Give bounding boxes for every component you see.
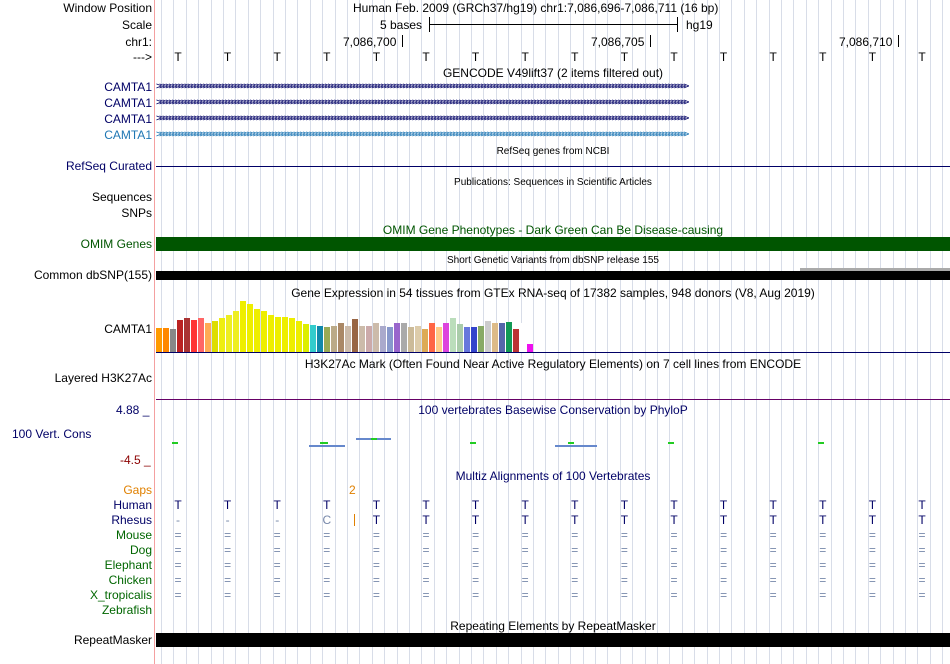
alignment-base: = (571, 528, 579, 542)
gtex-tissue-bar[interactable] (177, 320, 183, 352)
alignment-base: T (323, 498, 331, 512)
publications-label[interactable]: Sequences (91, 190, 152, 204)
gencode-track-label[interactable]: CAMTA1 (104, 112, 152, 126)
alignment-base: = (472, 558, 480, 572)
coord-label: 7,086,710 (839, 35, 893, 49)
publications-title: Publications: Sequences in Scientific Articles (454, 177, 652, 188)
alignment-base: = (422, 528, 430, 542)
alignment-base: = (720, 558, 728, 572)
alignment-base: = (521, 558, 529, 572)
alignment-base: = (918, 588, 926, 602)
gencode-transcript[interactable] (156, 80, 950, 94)
gtex-tissue-bar[interactable] (254, 309, 260, 352)
alignment-base: = (571, 573, 579, 587)
alignment-base: = (769, 573, 777, 587)
gtex-tissue-bar[interactable] (345, 326, 351, 352)
gtex-tissue-bar[interactable] (422, 329, 428, 352)
alignment-base: = (720, 573, 728, 587)
strand-arrow-label: ---> (133, 50, 152, 64)
gtex-tissue-bar[interactable] (443, 323, 449, 352)
scale-text: 5 bases (380, 18, 423, 32)
alignment-base: = (620, 543, 628, 557)
alignment-base: = (819, 543, 827, 557)
alignment-base: = (372, 588, 380, 602)
window-position-label: Window Position (63, 1, 152, 15)
alignment-base: = (868, 558, 876, 572)
gtex-tissue-bar[interactable] (401, 323, 407, 352)
base-letter: T (819, 50, 827, 64)
alignment-base: T (918, 513, 926, 527)
gtex-tissue-bar[interactable] (513, 329, 519, 352)
gtex-tissue-bar[interactable] (275, 317, 281, 352)
gtex-tissue-bar[interactable] (156, 328, 162, 352)
alignment-base: = (720, 543, 728, 557)
alignment-base: = (323, 528, 331, 542)
alignment-base: = (521, 528, 529, 542)
gtex-tissue-bar[interactable] (191, 320, 197, 352)
species-label[interactable]: Mouse (115, 528, 152, 542)
alignment-base: = (273, 543, 281, 557)
multiz-title: Multiz Alignments of 100 Vertebrates (455, 469, 651, 483)
alignment-base: - (225, 513, 230, 527)
gtex-tissue-bar[interactable] (219, 318, 225, 352)
alignment-base: T (670, 498, 678, 512)
alignment-base: = (620, 573, 628, 587)
alignment-base: = (620, 528, 628, 542)
species-label[interactable]: Human (113, 498, 152, 512)
alignment-base: = (868, 573, 876, 587)
alignment-base: = (273, 558, 281, 572)
coord-label: 7,086,700 (343, 35, 397, 49)
alignment-base: = (273, 573, 281, 587)
alignment-base: = (422, 558, 430, 572)
gencode-transcript[interactable] (156, 128, 950, 142)
alignment-base: T (521, 513, 529, 527)
alignment-base: = (670, 588, 678, 602)
coord-tick (650, 35, 651, 47)
gencode-title: GENCODE V49lift37 (2 items filtered out) (442, 66, 664, 80)
alignment-base: = (670, 558, 678, 572)
base-letter: T (769, 50, 777, 64)
gtex-tissue-bar[interactable] (338, 323, 344, 352)
omim-feature[interactable] (156, 237, 950, 251)
dbsnp-label[interactable]: Common dbSNP(155) (33, 268, 152, 282)
alignment-base: = (422, 573, 430, 587)
base-letter: T (521, 50, 529, 64)
alignment-base: = (769, 558, 777, 572)
phylop-score-mark (668, 442, 674, 444)
gtex-tissue-bar[interactable] (170, 329, 176, 352)
coord-tick (898, 35, 899, 47)
snps-label[interactable]: SNPs (121, 206, 152, 220)
alignment-base: = (224, 528, 232, 542)
gtex-tissue-bar[interactable] (198, 318, 204, 352)
alignment-base: = (868, 588, 876, 602)
alignment-base: T (471, 498, 480, 512)
gtex-tissue-bar[interactable] (352, 319, 358, 352)
alignment-base: = (819, 528, 827, 542)
phylop-label[interactable]: 100 Vert. Cons (12, 427, 92, 441)
assembly-label: hg19 (686, 18, 713, 32)
base-letter: T (918, 50, 926, 64)
alignment-base: = (422, 588, 430, 602)
dbsnp-feature-secondary[interactable] (800, 268, 950, 271)
gtex-tissue-bar[interactable] (527, 344, 533, 352)
alignment-base: = (174, 528, 182, 542)
alignment-base: = (472, 573, 480, 587)
species-label[interactable]: Rhesus (111, 513, 152, 527)
alignment-base: = (720, 588, 728, 602)
gtex-tissue-bar[interactable] (268, 315, 274, 352)
repeatmasker-title: Repeating Elements by RepeatMasker (450, 619, 656, 633)
gtex-title: Gene Expression in 54 tissues from GTEx RNA-seq of 17382 samples, 948 donors (V8, Aug 2019) (291, 286, 815, 300)
gtex-tissue-bar[interactable] (492, 323, 498, 352)
gencode-track-label[interactable]: CAMTA1 (104, 128, 152, 142)
species-label[interactable]: Elephant (104, 558, 152, 572)
gtex-tissue-bar[interactable] (387, 327, 393, 352)
scale-label: Scale (121, 18, 152, 32)
coord-label: 7,086,705 (591, 35, 645, 49)
gtex-tissue-bar[interactable] (457, 324, 463, 352)
alignment-base: = (422, 543, 430, 557)
alignment-base: = (323, 573, 331, 587)
alignment-base: T (620, 513, 629, 527)
alignment-base: - (176, 513, 180, 527)
gtex-tissue-bar[interactable] (415, 326, 421, 352)
gtex-tissue-bar[interactable] (450, 318, 456, 352)
alignment-base: T (422, 498, 430, 512)
alignment-base: T (372, 498, 381, 512)
strand-chevrons: >>>>>>>>>>>>>>>>>>>>>>>>>>>>>>>>>>>>>>>>>>>>>>>>>>>>>>>>>>>>>>>>>>>>>>>>>>>>>>>>>>>>>>>>>>>>>>>>>>>>>>>>>>>>>>>>>>>>>>>>>>>>>>>>>>>>>>>>>>>>>>>>>>>>>>>>>>>>>>>>>>>>>>>>>> (156, 97, 687, 108)
alignment-base: = (720, 528, 728, 542)
alignment-base: C (322, 513, 332, 527)
h3k27ac-baseline (156, 399, 950, 400)
gtex-tissue-bar[interactable] (184, 318, 190, 352)
alignment-base: = (174, 573, 182, 587)
base-letter: T (223, 50, 232, 64)
strand-chevrons: >>>>>>>>>>>>>>>>>>>>>>>>>>>>>>>>>>>>>>>>>>>>>>>>>>>>>>>>>>>>>>>>>>>>>>>>>>>>>>>>>>>>>>>>>>>>>>>>>>>>>>>>>>>>>>>>>>>>>>>>>>>>>>>>>>>>>>>>>>>>>>>>>>>>>>>>>>>>>>>>>>>>>>>>>> (156, 113, 687, 124)
gencode-transcript[interactable] (156, 96, 950, 110)
phylop-score-mark (309, 445, 345, 447)
scale-bar-right (677, 17, 678, 32)
alignment-base: = (819, 588, 827, 602)
gtex-tissue-bar[interactable] (506, 322, 512, 352)
alignment-base: = (472, 528, 480, 542)
gtex-tissue-bar[interactable] (499, 323, 505, 352)
gtex-tissue-bar[interactable] (331, 326, 337, 352)
alignment-base: = (571, 588, 579, 602)
alignment-base: = (224, 588, 232, 602)
alignment-base: T (372, 513, 381, 527)
alignment-base: = (868, 543, 876, 557)
gtex-tissue-bar[interactable] (289, 318, 295, 352)
chrom-label: chr1: (125, 35, 152, 49)
alignment-base: = (918, 528, 926, 542)
phylop-score-mark (568, 442, 574, 444)
alignment-base: = (372, 528, 380, 542)
alignment-base: T (620, 498, 629, 512)
phylop-score-mark (172, 442, 178, 444)
alignment-base: T (422, 513, 430, 527)
phylop-score-mark (470, 442, 476, 444)
position-text: Human Feb. 2009 (GRCh37/hg19) chr1:7,086,696-7,086,711 (16 bp) (353, 1, 719, 15)
alignment-base: T (571, 498, 579, 512)
base-letter: T (174, 50, 182, 64)
base-letter: T (372, 50, 381, 64)
gtex-tissue-bar[interactable] (233, 311, 239, 352)
alignment-base: = (224, 573, 232, 587)
gtex-tissue-bar[interactable] (366, 326, 372, 352)
base-letter: T (273, 50, 281, 64)
strand-chevrons: >>>>>>>>>>>>>>>>>>>>>>>>>>>>>>>>>>>>>>>>>>>>>>>>>>>>>>>>>>>>>>>>>>>>>>>>>>>>>>>>>>>>>>>>>>>>>>>>>>>>>>>>>>>>>>>>>>>>>>>>>>>>>>>>>>>>>>>>>>>>>>>>>>>>>>>>>>>>>>>>>>>>>>>>>> (156, 81, 687, 92)
gtex-tissue-bar[interactable] (464, 327, 470, 352)
base-letter: T (571, 50, 579, 64)
species-label[interactable]: Dog (129, 543, 152, 557)
alignment-base: = (819, 573, 827, 587)
gtex-tissue-bar[interactable] (408, 327, 414, 352)
alignment-base: T (819, 513, 827, 527)
alignment-base: T (868, 498, 877, 512)
gtex-tissue-bar[interactable] (380, 326, 386, 352)
omim-label[interactable]: OMIM Genes (80, 237, 152, 251)
phylop-max-label: 4.88 _ (116, 403, 150, 417)
gtex-tissue-bar[interactable] (359, 326, 365, 352)
gencode-track-label[interactable]: CAMTA1 (104, 96, 152, 110)
alignment-base: = (174, 543, 182, 557)
alignment-base: = (571, 543, 579, 557)
alignment-base: = (769, 588, 777, 602)
alignment-base: = (224, 558, 232, 572)
alignment-base: = (819, 558, 827, 572)
alignment-base: = (918, 558, 926, 572)
alignment-base: T (670, 513, 678, 527)
alignment-base: = (174, 588, 182, 602)
gtex-gene-line (156, 352, 950, 353)
alignment-base: = (769, 528, 777, 542)
alignment-base: = (918, 543, 926, 557)
alignment-base: T (868, 513, 877, 527)
refseq-title: RefSeq genes from NCBI (496, 146, 610, 157)
alignment-base: = (620, 558, 628, 572)
scale-bar (429, 24, 677, 25)
alignment-base: = (372, 573, 380, 587)
alignment-base: = (769, 543, 777, 557)
gtex-bar-chart[interactable] (156, 300, 536, 352)
phylop-min-label: -4.5 _ (120, 453, 151, 467)
gtex-tissue-bar[interactable] (205, 323, 211, 352)
alignment-base: T (521, 498, 529, 512)
phylop-score-mark (555, 445, 597, 447)
alignment-base: = (472, 543, 480, 557)
base-letter: T (471, 50, 480, 64)
alignment-base: = (521, 588, 529, 602)
gtex-tissue-bar[interactable] (296, 321, 302, 352)
base-letter: T (670, 50, 678, 64)
species-label[interactable]: Chicken (108, 573, 152, 587)
gtex-tissue-bar[interactable] (324, 327, 330, 352)
gtex-tissue-bar[interactable] (163, 328, 169, 352)
refseq-gene-line[interactable] (156, 166, 950, 167)
coord-tick (402, 35, 403, 47)
refseq-label[interactable]: RefSeq Curated (65, 159, 152, 173)
gtex-tissue-bar[interactable] (436, 327, 442, 352)
base-letter: T (422, 50, 430, 64)
h3k27ac-title: H3K27Ac Mark (Often Found Near Active Regulatory Elements) on 7 cell lines from ENCODE (304, 357, 802, 371)
gtex-tissue-bar[interactable] (373, 323, 379, 352)
dbsnp-feature[interactable] (156, 271, 950, 280)
alignment-base: = (670, 573, 678, 587)
alignment-base: = (521, 573, 529, 587)
alignment-base: T (819, 498, 827, 512)
base-letter: T (868, 50, 877, 64)
phylop-score-mark (818, 442, 824, 444)
phylop-score-mark (371, 438, 377, 440)
dbsnp-title: Short Genetic Variants from dbSNP release 155 (447, 255, 659, 266)
alignment-base: = (174, 558, 182, 572)
species-label[interactable]: Zebrafish (101, 603, 152, 617)
gtex-tissue-bar[interactable] (520, 323, 526, 352)
gtex-label[interactable]: CAMTA1 (104, 322, 152, 336)
alignment-base: = (620, 588, 628, 602)
gtex-tissue-bar[interactable] (303, 324, 309, 352)
gtex-tissue-bar[interactable] (282, 317, 288, 352)
gtex-tissue-bar[interactable] (247, 304, 253, 352)
alignment-base: - (275, 513, 280, 527)
repeatmasker-label[interactable]: RepeatMasker (73, 633, 152, 647)
phylop-title: 100 vertebrates Basewise Conservation by PhyloP (418, 403, 688, 417)
alignment-base: T (273, 498, 281, 512)
alignment-base: = (670, 528, 678, 542)
species-label[interactable]: X_tropicalis (89, 588, 152, 602)
alignment-base: = (521, 543, 529, 557)
alignment-base: T (769, 498, 777, 512)
alignment-base: = (323, 558, 331, 572)
gaps-count: 2 (349, 483, 356, 497)
alignment-base: = (472, 588, 480, 602)
alignment-base: = (273, 528, 281, 542)
phylop-score-mark (320, 442, 328, 444)
base-letter: T (719, 50, 728, 64)
gtex-tissue-bar[interactable] (478, 326, 484, 352)
gtex-tissue-bar[interactable] (429, 323, 435, 352)
gtex-tissue-bar[interactable] (261, 311, 267, 352)
alignment-base: = (918, 573, 926, 587)
gaps-label: Gaps (123, 483, 152, 497)
omim-title: OMIM Gene Phenotypes - Dark Green Can Be Disease-causing (382, 223, 724, 237)
alignment-base: = (868, 528, 876, 542)
gencode-track-label[interactable]: CAMTA1 (104, 80, 152, 94)
alignment-base: T (918, 498, 926, 512)
alignment-base: = (323, 543, 331, 557)
gtex-tissue-bar[interactable] (212, 321, 218, 352)
alignment-base: = (372, 543, 380, 557)
h3k27ac-label[interactable]: Layered H3K27Ac (54, 371, 152, 385)
alignment-base: T (471, 513, 480, 527)
base-letter: T (323, 50, 331, 64)
gap-marker (354, 514, 355, 526)
gencode-transcript[interactable] (156, 112, 950, 126)
alignment-base: = (372, 558, 380, 572)
alignment-base: T (719, 513, 728, 527)
alignment-base: = (670, 543, 678, 557)
label-separator (154, 0, 155, 664)
strand-chevrons: >>>>>>>>>>>>>>>>>>>>>>>>>>>>>>>>>>>>>>>>>>>>>>>>>>>>>>>>>>>>>>>>>>>>>>>>>>>>>>>>>>>>>>>>>>>>>>>>>>>>>>>>>>>>>>>>>>>>>>>>>>>>>>>>>>>>>>>>>>>>>>>>>>>>>>>>>>>>>>>>>>>>>>>>>> (156, 129, 687, 140)
alignment-base: = (323, 588, 331, 602)
alignment-base: = (273, 588, 281, 602)
gtex-tissue-bar[interactable] (226, 315, 232, 352)
base-letter: T (620, 50, 629, 64)
gtex-tissue-bar[interactable] (317, 326, 323, 352)
alignment-base: = (224, 543, 232, 557)
alignment-base: T (223, 498, 232, 512)
alignment-base: T (571, 513, 579, 527)
alignment-base: T (719, 498, 728, 512)
gtex-tissue-bar[interactable] (394, 323, 400, 352)
gtex-tissue-bar[interactable] (310, 325, 316, 352)
repeatmasker-feature[interactable] (156, 633, 950, 647)
gtex-tissue-bar[interactable] (471, 327, 477, 352)
gtex-tissue-bar[interactable] (240, 301, 246, 352)
alignment-base: = (571, 558, 579, 572)
alignment-base: T (769, 513, 777, 527)
gtex-tissue-bar[interactable] (485, 321, 491, 352)
alignment-base: T (174, 498, 182, 512)
